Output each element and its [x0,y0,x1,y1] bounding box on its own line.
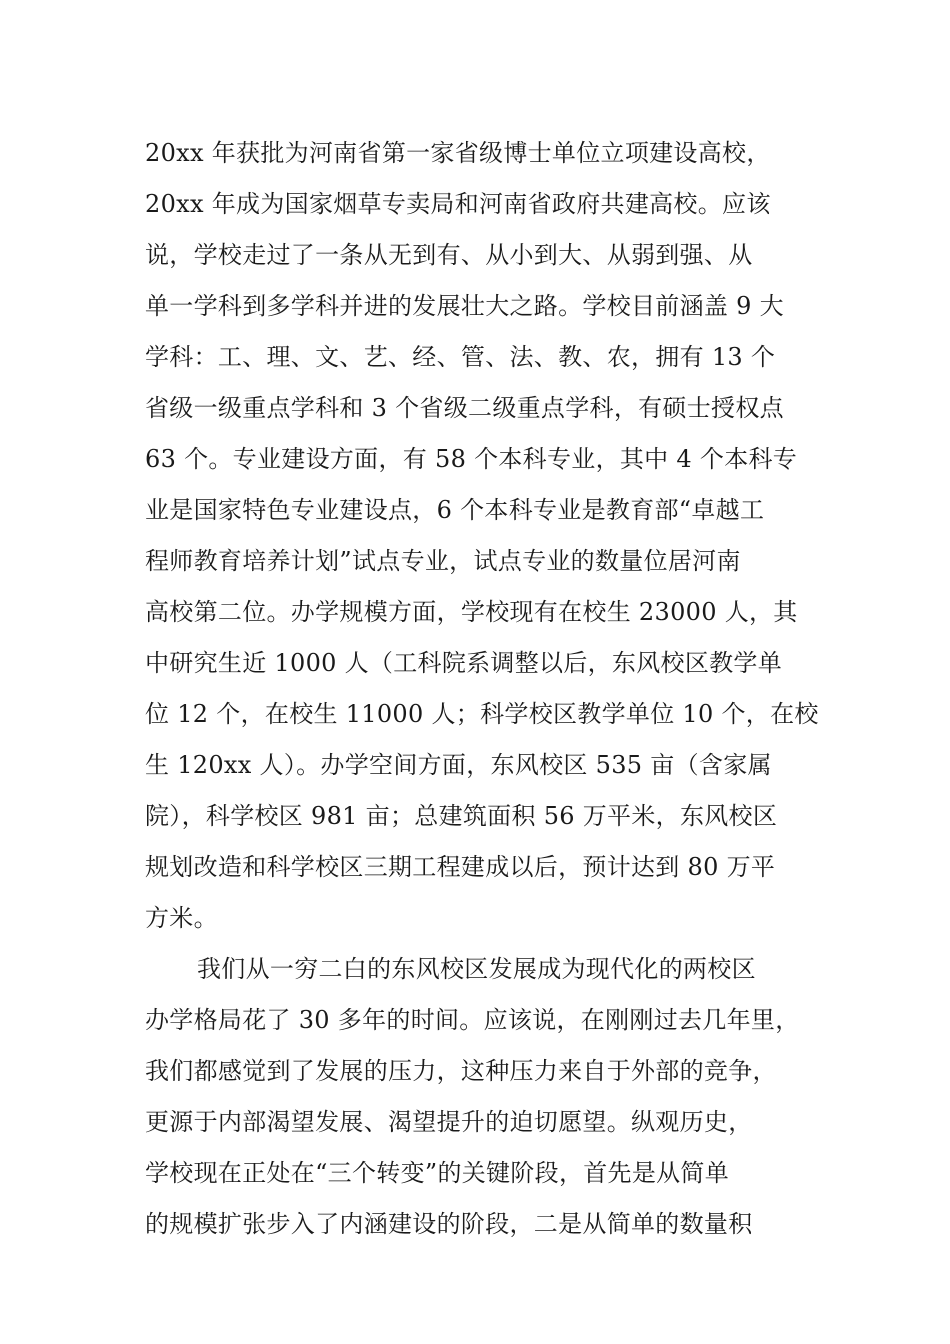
text-line: 说，学校走过了一条从无到有、从小到大、从弱到强、从 [145,241,753,269]
text-line: 单一学科到多学科并进的发展壮大之路。学校目前涵盖 9 大 [145,292,784,320]
text-line: 中研究生近 1000 人（工科院系调整以后，东风校区教学单 [145,649,783,677]
text-line: 院），科学校区 981 亩；总建筑面积 56 万平米，东风校区 [145,802,778,830]
text-line: 方米。 [145,904,218,932]
paragraph-1 [145,128,819,944]
text-line: 省级一级重点学科和 3 个省级二级重点学科，有硕士授权点 [145,394,784,422]
document-body [145,128,819,1250]
text-line: 学校现在正处在“三个转变”的关键阶段，首先是从简单 [145,1159,730,1187]
text-line: 我们都感觉到了发展的压力，这种压力来自于外部的竞争， [145,1057,777,1085]
text-line: 办学格局花了 30 多年的时间。应该说，在刚刚过去几年里， [145,1006,800,1034]
text-line: 程师教育培养计划”试点专业，试点专业的数量位居河南 [145,547,741,575]
text-line: 位 12 个，在校生 11000 人；科学校区教学单位 10 个，在校 [145,700,819,728]
text-line: 63 个。专业建设方面，有 58 个本科专业，其中 4 个本科专 [145,445,798,473]
text-line: 业是国家特色专业建设点，6 个本科专业是教育部“卓越工 [145,496,765,524]
text-line: 20xx 年成为国家烟草专卖局和河南省政府共建高校。应该 [145,190,771,218]
text-line: 20xx 年获批为河南省第一家省级博士单位立项建设高校， [145,139,771,167]
paragraph-2 [145,944,810,1250]
text-line: 我们从一穷二白的东风校区发展成为现代化的两校区 [197,955,756,983]
text-line: 生 120xx 人）。办学空间方面，东风校区 535 亩（含家属 [145,751,772,779]
text-line: 学科：工、理、文、艺、经、管、法、教、农，拥有 13 个 [145,343,776,371]
text-line: 高校第二位。办学规模方面，学校现有在校生 23000 人，其 [145,598,798,626]
text-line: 更源于内部渴望发展、渴望提升的迫切愿望。纵观历史， [145,1108,753,1136]
text-line: 规划改造和科学校区三期工程建成以后，预计达到 80 万平 [145,853,776,881]
text-line: 的规模扩张步入了内涵建设的阶段，二是从简单的数量积 [145,1210,753,1238]
